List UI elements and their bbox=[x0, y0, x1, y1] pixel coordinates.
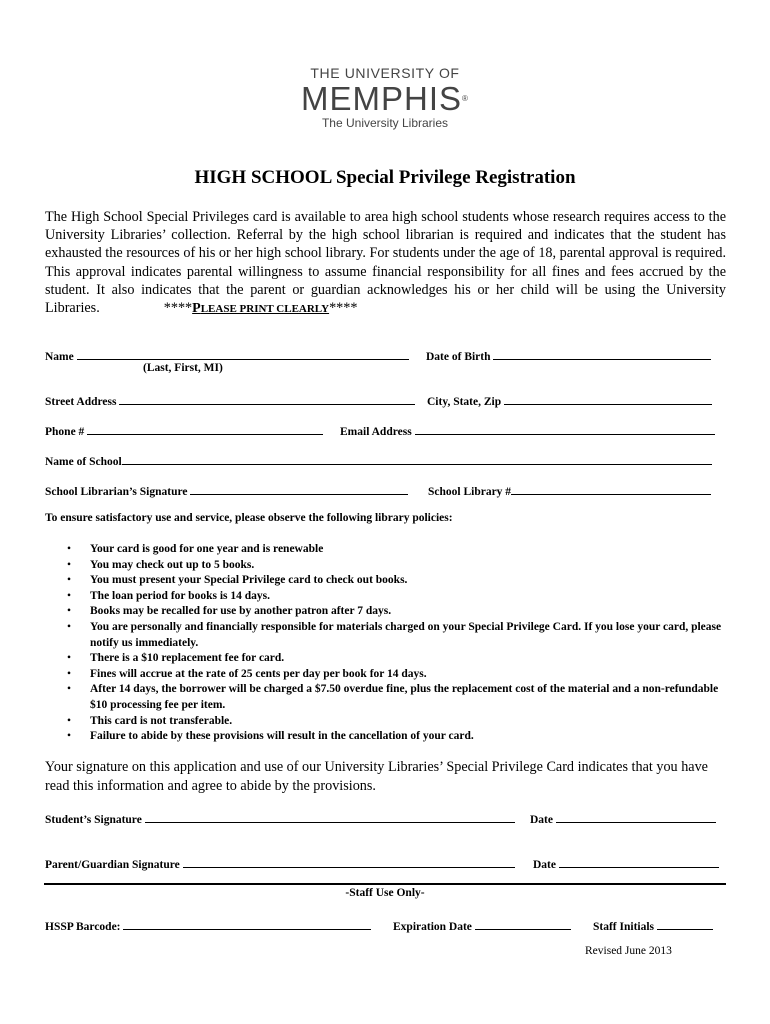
phone-input-line[interactable] bbox=[87, 422, 323, 435]
list-item: • There is a $10 replacement fee for card. bbox=[45, 651, 735, 667]
street-field[interactable] bbox=[45, 392, 415, 408]
name-field[interactable] bbox=[45, 347, 409, 363]
logo-registered-mark: ® bbox=[462, 94, 469, 103]
librarian-signature-line[interactable] bbox=[190, 482, 408, 495]
closing-paragraph: Your signature on this application and use of our University Libraries’ Special Privilege Card indicates that you have read this information and agree to abide by the provisions. bbox=[45, 759, 708, 794]
student-date-field[interactable] bbox=[530, 810, 716, 826]
city-input-line[interactable] bbox=[504, 392, 712, 405]
intro-text: The High School Special Privileges card is available to area high school students whose research requires access to the University Libraries’ collection. Referral by the high school librarian is required and indicates that the student has exhausted the resources of his or her high school library. For students under the age of 18, parental approval is required. This approval indicates parental willingness to assume financial responsibility for all fines and fees accrued by the student. It also indicates that the parent or guardian acknowledges his or her child will be using the University Libraries. bbox=[45, 209, 726, 317]
bullet-icon: • bbox=[67, 620, 72, 633]
bullet-icon: • bbox=[67, 730, 72, 743]
parent-signature-field[interactable] bbox=[45, 855, 515, 871]
phone-label: Phone # bbox=[45, 426, 85, 438]
name-hint: (Last, First, MI) bbox=[143, 362, 223, 374]
name-input-line[interactable] bbox=[77, 347, 409, 360]
initials-line[interactable] bbox=[657, 917, 713, 930]
list-item: • Failure to abide by these provisions will result in the cancellation of your card. bbox=[45, 729, 735, 745]
dob-input-line[interactable] bbox=[493, 347, 711, 360]
bullet-icon: • bbox=[67, 605, 72, 618]
student-date-line[interactable] bbox=[556, 810, 716, 823]
intro-paragraph bbox=[45, 208, 726, 318]
policy-heading: To ensure satisfactory use and service, please observe the following library policies: bbox=[45, 512, 453, 524]
school-field[interactable] bbox=[45, 452, 712, 468]
student-signature-label: Student’s Signature bbox=[45, 814, 142, 826]
print-clearly-notice: ****PLEASE PRINT CLEARLY**** bbox=[163, 300, 358, 317]
list-item: • Your card is good for one year and is renewable bbox=[45, 542, 735, 558]
list-item: • This card is not transferable. bbox=[45, 714, 735, 730]
parent-signature-line[interactable] bbox=[183, 855, 515, 868]
school-label: Name of School bbox=[45, 456, 122, 468]
barcode-line[interactable] bbox=[123, 917, 371, 930]
school-input-line[interactable] bbox=[122, 452, 712, 465]
student-signature-line[interactable] bbox=[145, 810, 515, 823]
student-date-label: Date bbox=[530, 814, 553, 826]
barcode-field[interactable] bbox=[45, 917, 371, 933]
list-item: • Fines will accrue at the rate of 25 cents per day per book for 14 days. bbox=[45, 667, 735, 683]
parent-date-label: Date bbox=[533, 859, 556, 871]
list-item: • The loan period for books is 14 days. bbox=[45, 589, 735, 605]
city-field[interactable] bbox=[427, 392, 712, 408]
bullet-icon: • bbox=[67, 558, 72, 571]
student-signature-field[interactable] bbox=[45, 810, 515, 826]
staff-heading: -Staff Use Only- bbox=[345, 887, 425, 899]
staff-divider bbox=[44, 883, 726, 885]
list-item: • Books may be recalled for use by another patron after 7 days. bbox=[45, 604, 735, 620]
street-input-line[interactable] bbox=[119, 392, 415, 405]
list-item: • You may check out up to 5 books. bbox=[45, 558, 735, 574]
bullet-icon: • bbox=[67, 589, 72, 602]
initials-label: Staff Initials bbox=[593, 921, 655, 933]
library-number-field[interactable] bbox=[428, 482, 711, 498]
print-clearly-initial: P bbox=[192, 301, 201, 317]
expiration-line[interactable] bbox=[475, 917, 571, 930]
phone-field[interactable] bbox=[45, 422, 323, 438]
bullet-icon: • bbox=[67, 714, 72, 727]
barcode-label: HSSP Barcode: bbox=[45, 921, 121, 933]
parent-signature-label: Parent/Guardian Signature bbox=[45, 859, 180, 871]
email-field[interactable] bbox=[340, 422, 715, 438]
bullet-icon: • bbox=[67, 667, 72, 680]
librarian-signature-label: School Librarian’s Signature bbox=[45, 486, 188, 498]
email-label: Email Address bbox=[340, 426, 412, 438]
bullet-icon: • bbox=[67, 683, 72, 696]
email-input-line[interactable] bbox=[415, 422, 715, 435]
list-item: • After 14 days, the borrower will be charged a $7.50 overdue fine, plus the replacement cost of the material and a non-refundable $10 processing fee per item. bbox=[67, 683, 719, 711]
name-label: Name bbox=[45, 351, 74, 363]
list-item: • You must present your Special Privilege card to check out books. bbox=[45, 573, 735, 589]
page-title: HIGH SCHOOL Special Privilege Registration bbox=[194, 167, 576, 188]
bullet-icon: • bbox=[67, 543, 72, 555]
logo-wordmark: MEMPHIS bbox=[301, 80, 463, 117]
parent-date-field[interactable] bbox=[533, 855, 719, 871]
librarian-signature-field[interactable] bbox=[45, 482, 408, 498]
street-label: Street Address bbox=[45, 396, 117, 408]
dob-label: Date of Birth bbox=[426, 351, 491, 363]
bullet-icon: • bbox=[67, 574, 72, 587]
city-label: City, State, Zip bbox=[427, 396, 502, 408]
logo-line-3: The University Libraries bbox=[321, 116, 449, 130]
library-number-line[interactable] bbox=[511, 482, 711, 495]
bullet-icon: • bbox=[67, 652, 72, 665]
policy-list bbox=[45, 542, 735, 745]
library-number-label: School Library # bbox=[428, 486, 512, 498]
expiration-field[interactable] bbox=[393, 917, 571, 933]
dob-field[interactable] bbox=[426, 347, 711, 363]
logo-line-1: THE UNIVERSITY OF bbox=[310, 65, 460, 81]
expiration-label: Expiration Date bbox=[393, 921, 472, 933]
initials-field[interactable] bbox=[593, 917, 713, 933]
logo-line-2 bbox=[0, 81, 770, 116]
list-item: • You are personally and financially responsible for materials charged on your Special Privilege Card. If you lose your card, please notify us immediately. bbox=[67, 620, 722, 649]
parent-date-line[interactable] bbox=[559, 855, 719, 868]
print-clearly-text: LEASE PRINT CLEARLY bbox=[200, 303, 330, 316]
revision-note: Revised June 2013 bbox=[585, 945, 672, 957]
university-logo bbox=[0, 66, 770, 130]
